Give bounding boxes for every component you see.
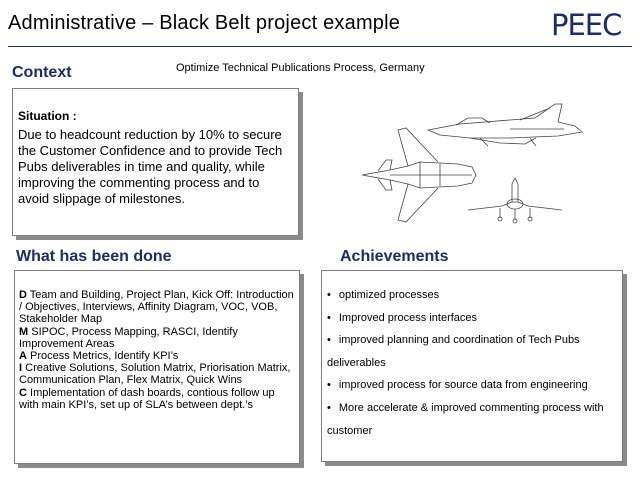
dmaic-letter: I	[19, 362, 23, 375]
plane-front-view	[468, 178, 562, 223]
dmaic-letter: M	[19, 325, 29, 338]
dmaic-letter: C	[19, 386, 27, 399]
context-subtitle: Optimize Technical Publications Process, Germany	[176, 62, 425, 74]
list-item: • Improved process interfaces	[327, 307, 627, 330]
plane-side-view	[428, 104, 582, 146]
done-box	[14, 270, 300, 464]
dmaic-text: SIPOC, Process Mapping, RASCI, Identify Improvement Areas	[19, 325, 238, 350]
list-item: • optimized processes	[327, 284, 627, 307]
dmaic-text: Implementation of dash boards, contious follow up with main KPI’s, set up of SLA’s between dept.’s	[19, 386, 275, 411]
list-item: • More accelerate & improved commenting process with customer	[327, 397, 627, 442]
dmaic-text: Team and Building, Project Plan, Kick Off: Introduction / Objectives, Interviews, Affinity Diagram, VOC, VOB, Stakeholder Map	[19, 289, 294, 326]
situation-label: Situation :	[18, 109, 77, 123]
title-divider	[8, 46, 632, 47]
list-item: • improved process for source data from engineering	[327, 374, 627, 397]
achievements-list	[327, 284, 627, 442]
context-heading: Context	[12, 64, 72, 81]
dmaic-list	[19, 289, 295, 411]
list-item: • improved planning and coordination of Tech Pubs deliverables	[327, 329, 627, 374]
page-title: Administrative – Black Belt project example	[8, 12, 401, 34]
dmaic-item	[19, 350, 295, 362]
eurofighter-drawings	[360, 98, 620, 226]
dmaic-text: Creative Solutions, Solution Matrix, Priorisation Matrix, Communication Plan, Flex Matrix, Quick Wins	[19, 362, 291, 387]
achievements-heading: Achievements	[340, 248, 449, 265]
situation-box	[12, 88, 299, 236]
peec-logo: PEEC	[551, 8, 622, 42]
dmaic-letter: D	[19, 289, 27, 301]
dmaic-letter: A	[19, 350, 27, 363]
dmaic-item	[19, 326, 295, 350]
plane-top-view	[362, 128, 476, 222]
achievements-box	[321, 270, 623, 462]
dmaic-item	[19, 289, 295, 326]
done-heading: What has been done	[16, 248, 172, 265]
dmaic-item	[19, 387, 295, 411]
dmaic-item	[19, 362, 295, 386]
situation-text: Due to headcount reduction by 10% to secure the Customer Confidence and to provide Tech Pubs deliverables in time and quality, while improving the commenting process and to avoid slippage of milestones.	[18, 127, 283, 206]
dmaic-text: Process Metrics, Identify KPI’s	[26, 350, 179, 363]
